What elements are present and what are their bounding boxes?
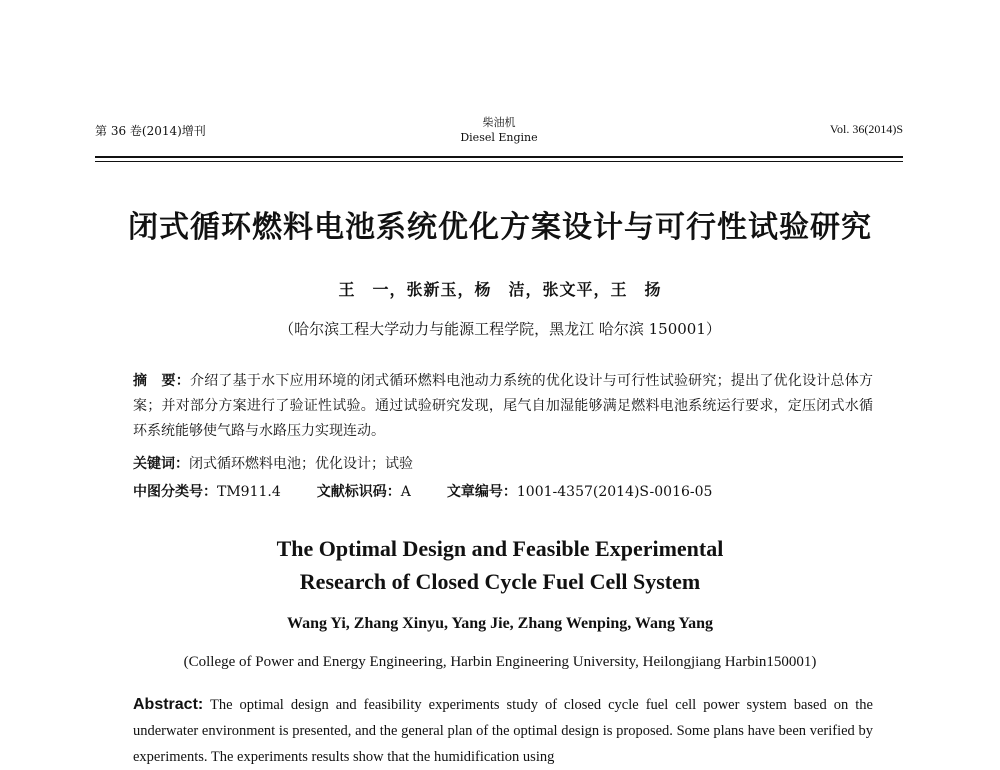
abstract-cn-text: 介绍了基于水下应用环境的闭式循环燃料电池动力系统的优化设计与可行性试验研究；提出了优化设计总体方案；并对部分方案进行了验证性试验。通过试验研究发现，尾气自加湿能够满足燃料电池系统运行要求，定压闭式水循环系统能够使气路与水路压力实现连动。	[133, 373, 874, 439]
article-no-value: 1001-4357(2014)S-0016-05	[516, 484, 713, 500]
clc-label: 中图分类号：	[133, 484, 217, 500]
header-divider	[95, 156, 903, 158]
page-header	[95, 110, 903, 158]
authors-en: Wang Yi, Zhang Xinyu, Yang Jie, Zhang Wenping, Wang Yang	[286, 615, 714, 632]
title-cn: 闭式循环燃料电池系统优化方案设计与可行性试验研究	[128, 210, 872, 245]
article-no-label: 文章编号：	[446, 484, 517, 500]
clc-value: TM911.4	[217, 484, 281, 500]
affiliation-cn: （哈尔滨工程大学动力与能源工程学院，黑龙江 哈尔滨 150001）	[279, 320, 721, 338]
abstract-cn-label: 摘 要：	[133, 373, 190, 389]
authors-cn: 王 一，张新玉，杨 洁，张文平，王 扬	[338, 280, 662, 299]
volume-info: 第 36 卷(2014)增刊	[95, 124, 206, 138]
doc-code-label: 文献标识码：	[316, 484, 401, 500]
journal-name-en: Diesel Engine	[460, 131, 538, 144]
abstract-cn	[133, 369, 873, 444]
abstract-en	[133, 692, 873, 770]
abstract-en-label: Abstract:	[133, 696, 204, 713]
keywords-cn-label: 关键词：	[133, 456, 189, 472]
header-divider-thin	[95, 161, 903, 162]
doc-code-value: A	[400, 484, 411, 500]
keywords-cn	[133, 453, 413, 473]
classification-line	[133, 481, 712, 501]
journal-name	[95, 115, 903, 145]
title-en-line2: Research of Closed Cycle Fuel Cell System	[299, 569, 701, 594]
affiliation-en: (College of Power and Energy Engineering, Harbin Engineering University, Heilongjiang Harbin150001)	[183, 654, 817, 670]
title-en	[0, 532, 1000, 598]
abstract-en-text: The optimal design and feasibility experiments study of closed cycle fuel cell power system based on the underwater environment is presented, and the general plan of the optimal design is proposed. Some plans have been verified by experiments. The experiments results show that the humidification using	[133, 697, 873, 765]
journal-name-cn: 柴油机	[482, 116, 516, 129]
title-en-line1: The Optimal Design and Feasible Experimental	[276, 536, 724, 561]
volume-info-en: Vol. 36(2014)S	[829, 122, 903, 136]
keywords-cn-text: 闭式循环燃料电池；优化设计；试验	[189, 456, 413, 472]
